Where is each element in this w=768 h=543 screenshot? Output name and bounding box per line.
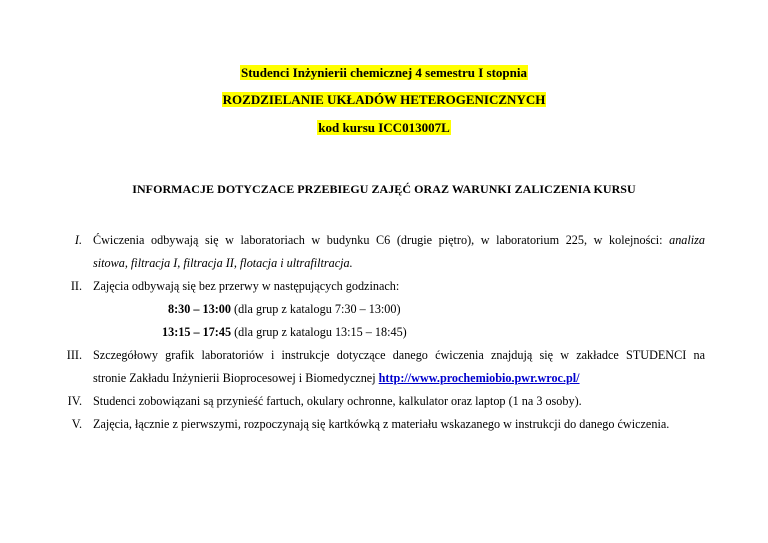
schedule-note-2: (dla grup z katalogu 13:15 – 18:45) [234, 325, 407, 339]
item-number-3: III. [66, 348, 82, 362]
schedule-note-1: (dla grup z katalogu 7:30 – 13:00) [234, 302, 401, 316]
schedule-time-2: 13:15 – 17:45 [162, 325, 232, 339]
item-3-text: stronie Zakładu Inżynierii Bioprocesowej i Biomedycznej [93, 371, 376, 385]
item-number-5: V. [71, 417, 82, 431]
course-code-text: kod kursu ICC013007L [318, 120, 450, 135]
item-3-line-2 [93, 371, 705, 385]
item-number-2: II. [70, 279, 82, 293]
item-4-text: Studenci zobowiązani są przynieść fartuch, okulary ochronne, kalkulator oraz laptop (1 na 3 osoby). [93, 394, 582, 408]
item-1-line-1 [93, 233, 705, 247]
course-audience-text: Studenci Inżynierii chemicznej 4 semestru I stopnia [241, 65, 527, 80]
course-code-heading [0, 120, 768, 136]
item-3-line-1: Szczegółowy grafik laboratoriów i instrukcje dotyczące danego ćwiczenia znajdują się w zakładce STUDENCI na [93, 348, 705, 362]
department-website-link[interactable]: http://www.prochemiobio.pwr.wroc.pl/ [378, 371, 580, 385]
item-2-text: Zajęcia odbywają się bez przerwy w następujących godzinach: [93, 279, 400, 293]
item-5-text: Zajęcia, łącznie z pierwszymi, rozpoczynają się kartkówką z materiału wskazanego w instrukcji do danego ćwiczenia. [93, 417, 670, 431]
section-title: INFORMACJE DOTYCZACE PRZEBIEGU ZAJĘĆ ORAZ WARUNKI ZALICZENIA KURSU [132, 182, 636, 196]
course-audience-heading [0, 65, 768, 81]
item-1-line-2: sitowa, filtracja I, filtracja II, flotacja i ultrafiltracja. [93, 256, 353, 270]
course-title-text: ROZDZIELANIE UKŁADÓW HETEROGENICZNYCH [222, 92, 546, 107]
schedule-row-2 [162, 325, 407, 339]
item-number-1: I. [74, 233, 82, 247]
item-1-italic-start: analiza [669, 233, 705, 247]
item-number-4: IV. [67, 394, 82, 408]
schedule-time-1: 8:30 – 13:00 [168, 302, 231, 316]
course-title-heading [0, 92, 768, 108]
schedule-row-1 [168, 302, 401, 316]
item-1-text: Ćwiczenia odbywają się w laboratoriach w budynku C6 (drugie piętro), w laboratorium 225, w kolejności: [93, 233, 663, 247]
